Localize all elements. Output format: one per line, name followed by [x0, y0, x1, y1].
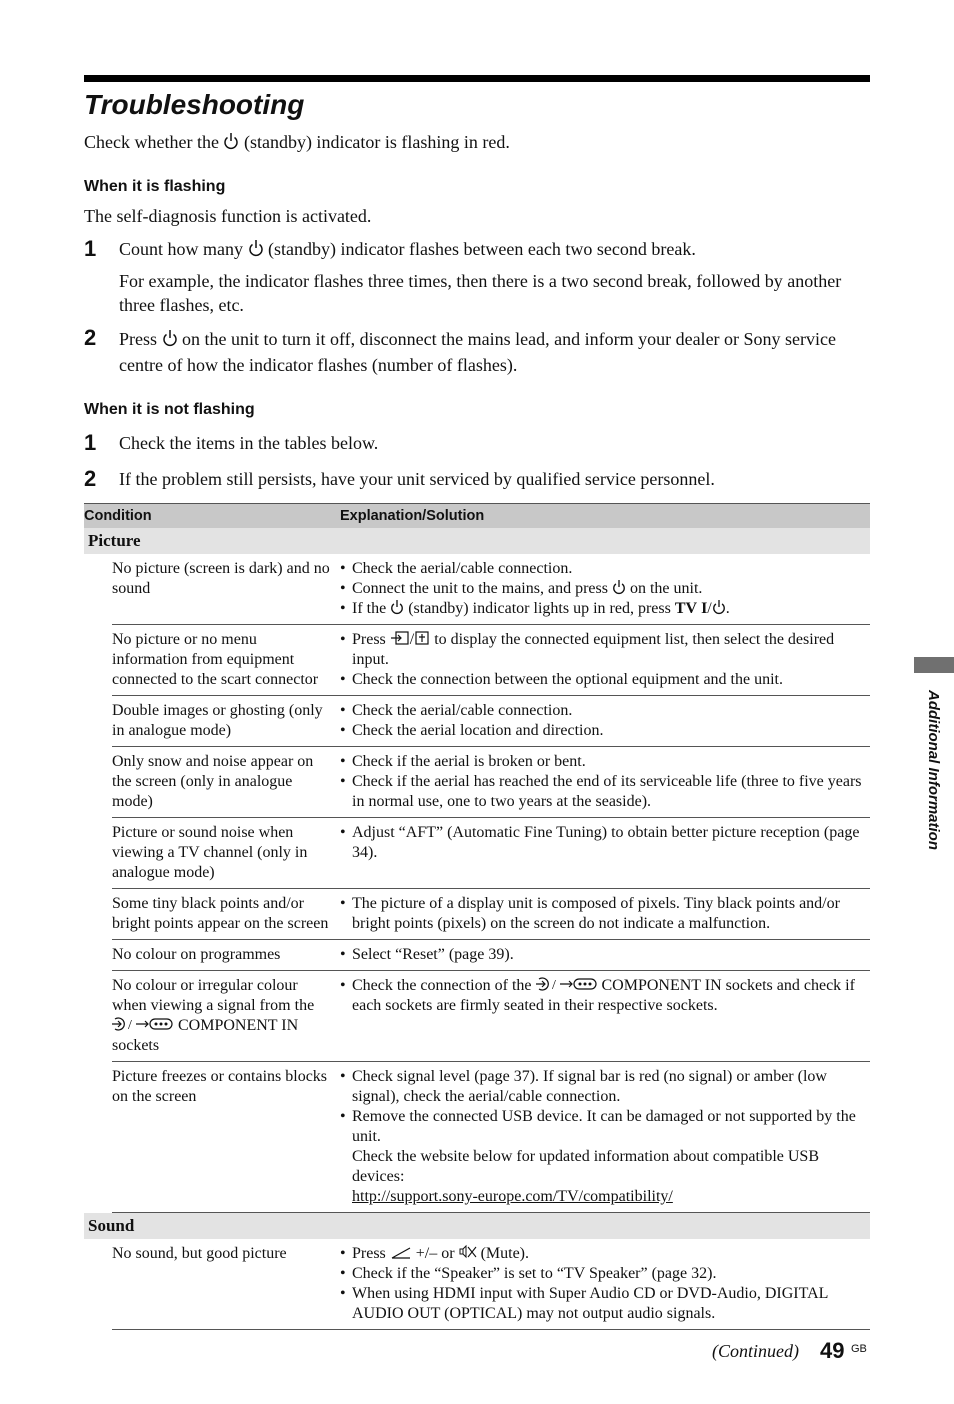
side-tab-label: Additional Information [925, 690, 942, 850]
page-title: Troubleshooting [84, 89, 305, 120]
not-flashing-step1: Check the items in the tables below. [119, 433, 379, 453]
section-sound: Sound [84, 1213, 870, 1240]
condition-cell: No colour on programmes [112, 940, 340, 971]
solution-cell: • The picture of a display unit is composed of pixels. Tiny black points and/or bright points (pixels) on the screen do not indicate a malfunction. [340, 889, 870, 940]
solution-cell: • Check signal level (page 37). If signal bar is red (no signal) or amber (low signal), check the aerial/cable connection. • Remove the connected USB device. It can be damaged or not supported by the unit. Check the website below for updated information about compatible USB devices: http://support.sony-europe.com/TV/compatibility/ [340, 1062, 870, 1213]
condition-cell: Only snow and noise appear on the screen (only in analogue mode) [112, 747, 340, 818]
power-icon [612, 579, 626, 595]
intro-text: Check whether the (standby) indicator is flashing in red. [84, 132, 510, 152]
section-picture: Picture [84, 528, 870, 554]
solution-cell: • Check the connection of the / COMPONENT IN sockets and check if each sockets are firmly seated in their respective sockets. [340, 971, 870, 1062]
table-row [84, 1062, 870, 1213]
page-suffix: GB [851, 1343, 867, 1355]
not-flashing-step2: If the problem still persists, have your unit serviced by qualified service personnel. [119, 469, 715, 489]
component-input-icon [112, 1016, 174, 1032]
table-row [84, 971, 870, 1062]
table-row [84, 1239, 870, 1330]
solution-cell: • Press / to display the connected equipment list, then select the desired input. • Check the connection between the optional equipment and the unit. [340, 625, 870, 696]
svg-text:/: / [128, 1018, 132, 1032]
col-condition: Condition [84, 504, 340, 529]
continued-note: (Continued) [712, 1341, 799, 1361]
input-icon [390, 630, 410, 646]
power-icon [390, 599, 404, 615]
text-icon [414, 630, 430, 646]
table-row [84, 625, 870, 696]
solution-cell: • Check if the aerial is broken or bent. • Check if the aerial has reached the end of its serviceable life (three to five years in normal use, one to two years at the seaside). [340, 747, 870, 818]
top-rule [84, 75, 870, 82]
solution-cell: • Press +/– or (Mute). • Check if the “Speaker” is set to “TV Speaker” (page 32). • When using HDMI input with Super Audio CD or DVD-Audio, DIGITAL AUDIO OUT (OPTICAL) may not output audio signals. [340, 1239, 870, 1330]
step-number: 2 [84, 466, 97, 491]
table-row [84, 747, 870, 818]
flashing-step2: Press on the unit to turn it off, disconnect the mains lead, and inform your dealer or Sony service centre of how the indicator flashes (number of flashes). [119, 329, 837, 375]
section-row [84, 1213, 870, 1240]
heading-not-flashing: When it is not flashing [84, 401, 255, 418]
volume-icon [390, 1246, 412, 1260]
step-number: 1 [84, 236, 97, 261]
condition-cell: No colour or irregular colour when viewing a signal from the / COMPONENT IN sockets [112, 971, 340, 1062]
heading-flashing: When it is flashing [84, 178, 226, 195]
power-icon [162, 329, 178, 347]
table-row [84, 889, 870, 940]
section-row [84, 528, 870, 554]
condition-cell: No picture (screen is dark) and no sound [112, 554, 340, 625]
col-solution: Explanation/Solution [340, 504, 870, 529]
solution-cell: • Adjust “AFT” (Automatic Fine Tuning) to obtain better picture reception (page 34). [340, 818, 870, 889]
table-row [84, 554, 870, 625]
troubleshooting-table [84, 503, 870, 1330]
condition-cell: Some tiny black points and/or bright points appear on the screen [112, 889, 340, 940]
table-row [84, 818, 870, 889]
condition-cell: No picture or no menu information from equipment connected to the scart connector [112, 625, 340, 696]
mute-icon [459, 1244, 477, 1260]
flashing-step1: Count how many (standby) indicator flashes between each two second break. [119, 239, 696, 259]
flashing-example: For example, the indicator flashes three times, then there is a two second break, followed by another three flashes, etc. [119, 271, 842, 315]
solution-cell: • Check the aerial/cable connection. • Connect the unit to the mains, and press on the unit. • If the (standby) indicator lights up in red, press TV I/ . [340, 554, 870, 625]
page-number: 49 [820, 1338, 845, 1363]
component-input-icon [536, 976, 598, 992]
condition-cell: Picture or sound noise when viewing a TV channel (only in analogue mode) [112, 818, 340, 889]
svg-text:/: / [551, 978, 556, 992]
power-icon [712, 599, 726, 615]
condition-cell: No sound, but good picture [112, 1239, 340, 1330]
power-icon [223, 132, 239, 150]
table-row [84, 940, 870, 971]
flashing-text: The self-diagnosis function is activated. [84, 206, 372, 226]
step-number: 1 [84, 430, 97, 455]
side-tab-marker [914, 657, 954, 673]
power-icon [248, 239, 264, 257]
solution-cell: • Check the aerial/cable connection. • Check the aerial location and direction. [340, 696, 870, 747]
step-number: 2 [84, 325, 97, 350]
solution-cell: • Select “Reset” (page 39). [340, 940, 870, 971]
condition-cell: Double images or ghosting (only in analogue mode) [112, 696, 340, 747]
table-row [84, 696, 870, 747]
table-header-row [84, 504, 870, 529]
compatibility-link[interactable]: http://support.sony-europe.com/TV/compatibility/ [352, 1188, 673, 1205]
condition-cell: Picture freezes or contains blocks on the screen [112, 1062, 340, 1213]
